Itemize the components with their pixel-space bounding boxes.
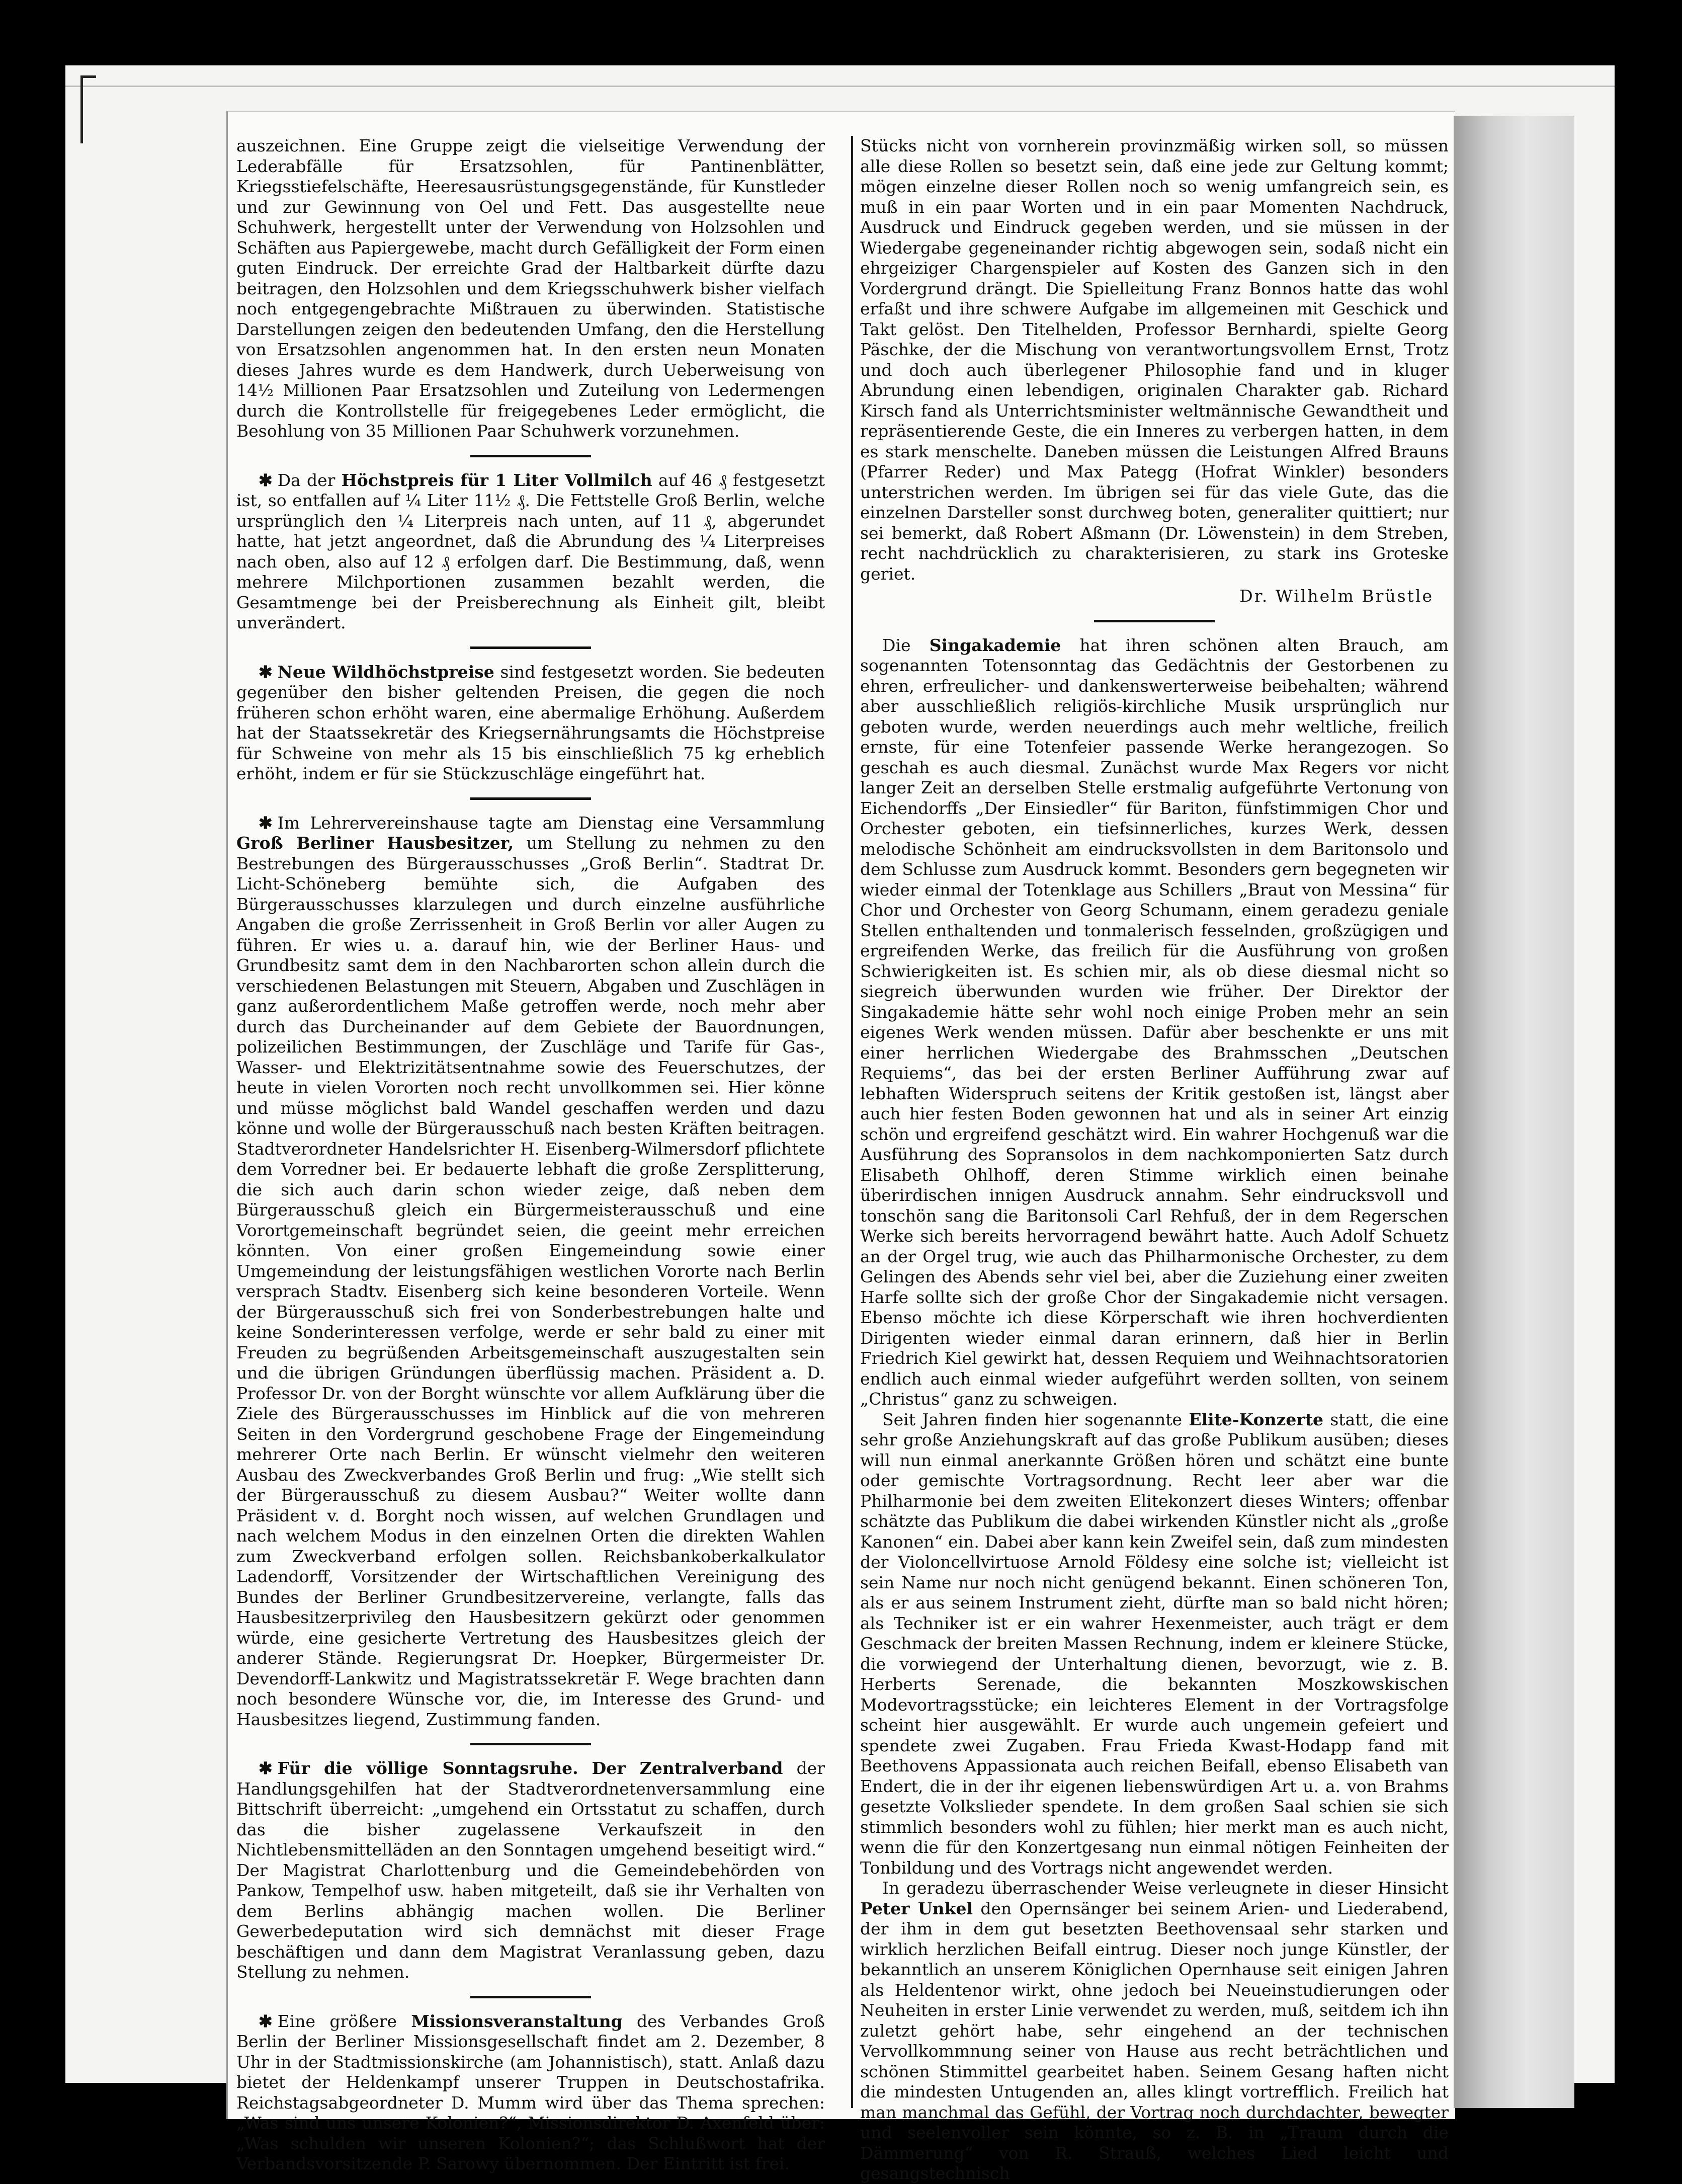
star-icon: ✱: [259, 1758, 273, 1778]
article-lead: Seit Jahren finden hier sogenannte: [882, 1409, 1183, 1429]
article-body: statt, die eine sehr große Anziehungskraft auf das große Publikum ausüben; dieses will nun einmal anerkannte Größen hören und schätzt eine bunte oder gemischte Vortragsordnung. Recht leer aber war die Philharmonie bei dem zweiten Elitekonzert dieses Winters; offenbar schätzte das Publikum die dabei wirkenden Künstler nicht als „große Kanonen“ ein. Dabei aber kann kein Zweifel sein, daß zum mindesten der Violoncellvirtuose Arnold Földesy eine solche ist; vielleicht ist sein Name nur noch nicht genügend bekannt. Einen schöneren Ton, als er aus seinem Instrument zieht, dürfte man so bald nicht hören; als Techniker ist er ein wahrer Hexenmeister, auch trägt er dem Geschmack der breiten Massen Rechnung, indem er kleinere Stücke, die vorwiegend der Unterhaltung dienen, bevorzugt, wie z. B. Herberts Serenade, die bekannten Moszkowskischen Modevortragsstücke; ein leichteres Element in der Vortragsfolge scheint hier ausgewählt. Er wurde auch ungemein gefeiert und spendete zwei Zugaben. Frau Frieda Kwast-Hodapp fand mit Beethovens Appassionata auch reichen Beifall, ebenso Elisabeth van Endert, die in der ihr eigenen liebenswürdigen Art u. a. von Brahms gesetzte Volkslieder spendete. In dem großen Saal schien sie sich stimmlich besonders wohl zu fühlen; hier merkt man es auch nicht, wenn die für den Konzertgesang nun einmal nötigen Feinheiten der Tonbildung und des Vortrags nicht angewendet werden.: [860, 1409, 1449, 1878]
article-lead: Im Lehrervereinshause tagte am Dienstag eine Versammlung: [277, 813, 825, 833]
paper-edge: [65, 65, 1615, 87]
article-hausbesitzer: [236, 813, 825, 1730]
article-theater-review: Stücks nicht von vornherein provinzmäßig wirken soll, so müssen alle diese Rollen so besetzt sein, daß eine jede zur Geltung kommt; mögen einzelne dieser Rollen noch so wenig umfangreich sein, es muß in ein paar Worten und in ein paar Momenten Nachdruck, Ausdruck und Eindruck gegeben werden, und sie müssen in der Wiedergabe gegeneinander richtig abgewogen sein, sodaß nicht ein ehrgeiziger Chargenspieler auf Kosten des Ganzen sich in den Vordergrund drängt. Die Spielleitung Franz Bonnos hatte das wohl erfaßt und ihre schwere Aufgabe im allgemeinen mit Geschick und Takt gelöst. Den Titelhelden, Professor Bernhardi, spielte Georg Päschke, der die Mischung von verantwortungsvollem Ernst, Trotz und doch auch überlegener Philosophie fand und in kluger Abrundung einen lebendigen, originalen Charakter gab. Richard Kirsch fand als Unterrichtsminister weltmännische Gewandtheit und repräsentierende Geste, die ein Inneres zu verbergen hatten, in dem es stark menschelte. Daneben müssen die Leistungen Alfred Brauns (Pfarrer Reder) und Max Pategg (Hofrat Winkler) besonders unterstrichen werden. Im übrigen sei für das viele Gute, das die einzelnen Darsteller sonst durchweg boten, generaliter quittiert; nur sei bemerkt, daß Robert Aßmann (Dr. Löwenstein) in dem Streben, recht nachdrücklich zu charakterisieren, zu stark ins Groteske geriet.: [860, 136, 1449, 584]
separator: [470, 1996, 591, 1998]
article-wildhoechstpreise: [236, 662, 825, 784]
article-keyword: Groß Berliner Hausbesitzer,: [236, 833, 514, 853]
column-rule: [851, 136, 853, 2108]
star-icon: ✱: [259, 470, 273, 490]
separator: [470, 455, 591, 457]
separator: [470, 1743, 591, 1745]
clipping-shadow: [1454, 116, 1574, 2108]
article-body: um Stellung zu nehmen zu den Bestrebungen des Bürgerausschusses „Groß Berlin“. Stadtrat Dr. Licht-Schöneberg bemühte sich, die Aufgaben des Bürgerausschusses klarzulegen und durch einzelne ausführliche Angaben die große Zerrissenheit in Groß Berlin vor aller Augen zu führen. Er wies u. a. darauf hin, wie der Berliner Haus- und Grundbesitz samt dem in den Nachbarorten schon allein durch die verschiedenen Belastungen mit Steuern, Abgaben und Zuschlägen in ganz außerordentlichem Maße getroffen werde, noch mehr aber durch das Durcheinander auf dem Gebiete der Bauordnungen, polizeilichen Bestimmungen, der Zuschläge und Tarife für Gas-, Wasser- und Elektrizitätsentnahme sowie des Feuerschutzes, der heute in vielen Vororten noch recht unvollkommen sei. Hier könne und müsse möglichst bald Wandel geschaffen werden und dazu könne und wolle der Bürgerausschuß nach besten Kräften beitragen. Stadtverordneter Handelsrichter H. Eisenberg-Wilmersdorf pflichtete dem Vorredner bei. Er bedauerte lebhaft die große Zersplitterung, die sich auch darin schon wieder zeige, daß neben dem Bürgerausschuß gleich ein Bürgermeisterausschuß und eine Vorortgemeinschaft begründet seien, die geeint mehr erreichen könnten. Von einer großen Eingemeindung sowie einer Umgemeindung der leistungsfähigen westlichen Vororte nach Berlin versprach Stadtv. Eisenberg sich keine besonderen Vorteile. Wenn der Bürgerausschuß sich frei von Sonderbestrebungen halte und keine Sonderinteressen verfolge, werde er sehr bald zu einer mit Freuden zu begrüßenden Arbeitsgemeinschaft auszugestalten sein und die übrigen Gründungen überflüssig machen. Präsident a. D. Professor Dr. von der Borght wünschte vor allem Aufklärung über die Ziele des Bürgerausschusses im Hinblick auf die von mehreren Seiten in den Vordergrund geschobene Frage der Eingemeindung mehrerer Orte nach Berlin. Er wünscht vielmehr den weiteren Ausbau des Zweckverbandes Groß Berlin und frug: „Wie stellt sich der Bürgerausschuß zu diesem Ausbau?“ Weiter wollte dann Präsident v. d. Borght noch wissen, auf welchen Grundlagen und nach welchem Modus in den einzelnen Orten die direkten Wahlen zum Zweckverband erfolgen sollen. Reichsbankoberkalkulator Ladendorff, Vorsitzender der Wirtschaftlichen Vereinigung des Bundes der Berliner Grundbesitzervereine, verlangte, falls das Hausbesitzerprivileg den Hausbesitzern gekürzt oder genommen würde, eine gesicherte Vertretung des Hausbesitzes gleich der anderer Stände. Regierungsrat Dr. Hoepker, Bürgermeister Dr. Devendorff-Lankwitz und Magistratssekretär F. Wege brachten dann noch besondere Wünsche vor, die, im Interesse des Grund- und Hausbesitzes liegend, Zustimmung fanden.: [236, 833, 825, 1729]
article-leder-exhibition: auszeichnen. Eine Gruppe zeigt die vielseitige Verwendung der Lederabfälle für Ersatzsohlen, für Pantinenblätter, Kriegsstiefelschäfte, Heeresausrüstungsgegenstände, für Kunstleder und zur Gewinnung von Oel und Fett. Das ausgestellte neue Schuhwerk, hergestellt unter der Verwendung von Holzsohlen und Schäften aus Papiergewebe, macht durch Gefälligkeit der Form einen guten Eindruck. Der erreichte Grad der Haltbarkeit dürfte dazu beitragen, den Holzsohlen und dem Kriegsschuhwerk bisher vielfach noch entgegengebrachte Mißtrauen zu überwinden. Statistische Darstellungen zeigen den bedeutenden Umfang, den die Herstellung von Ersatzsohlen angenommen hat. In den ersten neun Monaten dieses Jahres wurde es dem Handwerk, durch Ueberweisung von 14½ Millionen Paar Ersatzsohlen und Zuteilung von Ledermengen durch die Kontrollstelle für freigegebenes Leder ermöglicht, die Besohlung von 35 Millionen Paar Schuhwerk vorzunehmen.: [236, 136, 825, 441]
article-sonntagsruhe: [236, 1758, 825, 1983]
separator: [470, 797, 591, 800]
article-lead: Eine größere: [277, 2011, 397, 2031]
star-icon: ✱: [259, 2011, 273, 2031]
article-keyword: Singakademie: [929, 635, 1061, 655]
article-body: den Opernsänger bei seinem Arien- und Liederabend, der ihm in dem gut besetzten Beethovensaal sehr starken und wirklich herzlichen Beifall eintrug. Dieser noch junge Künstler, der bekanntlich an unserem Königlichen Opernhause seit einigen Jahren als Heldentenor wirkt, ohne jedoch bei Neueinstudierungen oder Neuheiten in erster Linie verwendet zu werden, muß, seitdem ich ihn zuletzt gehört habe, sehr eingehend an der technischen Vervollkommnung seiner von Hause aus recht beträchtlichen und schönen Stimmittel gearbeitet haben. Seinem Gesang haften nicht die mindesten Untugenden an, alles klingt vortrefflich. Freilich hat man manchmal das Gefühl, der Vortrag noch durchdachter, bewegter und seelenvoller sein könnte, so z. B. in „Traum durch die Dämmerung“ von R. Strauß, welches Lied leicht und gesangstechnisch: [860, 1898, 1449, 2183]
article-keyword: Neue Wildhöchstpreise: [277, 662, 494, 682]
article-keyword: Elite-Konzerte: [1189, 1409, 1323, 1429]
article-body: auf 46 ₰ festgesetzt ist, so entfallen auf ¼ Liter 11½ ₰. Die Fettstelle Groß Berlin, welche ursprünglich den ¼ Literpreis nach unten, auf 11 ₰, abgerundet hatte, hat jetzt angeordnet, daß die Abrundung des ¼ Literpreises nach oben, also auf 12 ₰ erfolgen darf. Die Bestimmung, daß, wenn mehrere Milchportionen zusammen bezahlt werden, die Gesamtmenge bei der Preisberechnung als Einheit gilt, bleibt unverändert.: [236, 470, 825, 632]
left-column: [236, 136, 825, 2174]
right-column: [860, 136, 1449, 2184]
article-keyword: Der Zentralverband: [592, 1758, 783, 1778]
corner-mark: [80, 75, 96, 143]
article-keyword: Für die völlige Sonntagsruhe.: [277, 1758, 578, 1778]
article-lead: Die: [882, 635, 911, 655]
article-singakademie: [860, 635, 1449, 1410]
article-elite-konzerte: [860, 1410, 1449, 1879]
article-body: sind festgesetzt worden. Sie bedeuten gegenüber den bisher geltenden Preisen, die gegen die noch früheren schon erhöht waren, eine abermalige Erhöhung. Außerdem hat der Staatssekretär des Kriegsernährungsamts die Höchstpreise für Schweine von mehr als 15 bis einschließlich 75 kg erheblich erhöht, indem er für sie Stückzuschläge eingeführt hat.: [236, 662, 825, 783]
author-signature: Dr. Wilhelm Brüstle: [1239, 586, 1434, 606]
article-keyword: Missionsveranstaltung: [411, 2011, 623, 2031]
separator: [1094, 620, 1215, 622]
article-mission: [236, 2011, 825, 2174]
article-keyword: Peter Unkel: [860, 1898, 973, 1918]
star-icon: ✱: [259, 813, 273, 833]
separator: [470, 646, 591, 649]
article-body: des Verbandes Groß Berlin der Berliner Missionsgesellschaft findet am 2. Dezember, 8 Uhr in der Stadtmissionskirche (am Johannistisch), statt. Anlaß dazu bietet der Heldenkampf unserer Truppen in Deutschostafrika. Reichstagsabgeordneter D. Mumm wird über das Thema sprechen: „Was sind uns unsere Kolonien?“, Missionsdirektor D. Axenfeld über: „Was schulden wir unseren Kolonien?“; das Schlußwort hat der Verbandsvorsitzende P. Sarowy übernommen. Der Eintritt ist frei.: [236, 2011, 825, 2173]
article-body: hat ihren schönen alten Brauch, am sogenannten Totensonntag das Gedächtnis der Gestorbenen zu ehren, erfreulicher- und dankenswerterweise beibehalten; während aber ausschließlich religiös-kirchliche Musik ursprünglich nur geboten wurde, werden neuerdings auch mehr weltliche, freilich ernste, für eine Totenfeier passende Werke herangezogen. So geschah es auch diesmal. Zunächst wurde Max Regers vor nicht langer Zeit an derselben Stelle erstmalig aufgeführte Vertonung von Eichendorffs „Der Einsiedler“ für Bariton, fünfstimmigen Chor und Orchester geboten, ein tiefsinnerliches, kurzes Werk, dessen melodische Schönheit am eindrucksvollsten in dem Baritonsolo und dem Schlusse zum Ausdruck kommt. Besonders gern begegneten wir wieder einmal der Totenklage aus Schillers „Braut von Messina“ für Chor und Orchester von Georg Schumann, einem geradezu geniale Stellen enthaltenden und tonmalerisch fesselnden, großzügigen und ergreifenden Werke, das freilich für die Ausführung von großen Schwierigkeiten ist. Es schien mir, als ob diese diesmal nicht so siegreich überwunden wurden wie früher. Der Direktor der Singakademie hätte sehr wohl noch einige Proben mehr an sein eigenes Werk wenden müssen. Dafür aber beschenkte er uns mit einer herrlichen Wiedergabe des Brahmsschen „Deutschen Requiems“, das bei der ersten Berliner Aufführung zwar auf lebhaften Widerspruch seitens der Kritik gestoßen ist, längst aber auch hier festen Boden gewonnen hat und als in seiner Art einzig schön und ergreifend geschätzt wird. Ein wahrer Hochgenuß war die Ausführung des Sopransolos in dem nachkomponierten Satz durch Elisabeth Ohlhoff, deren Stimme wirklich einen beinahe überirdischen innigen Ausdruck annahm. Sehr eindrucksvoll und tonschön sang die Baritonsoli Carl Rehfuß, der in dem Regerschen Werke sich bereits hervorragend bewährt hatte. Auch Adolf Schuetz an der Orgel trug, wie auch das Philharmonische Orchester, zu dem Gelingen des Abends sehr viel bei, aber die Zuziehung einer zweiten Harfe sollte sich der große Chor der Singakademie nicht versagen. Ebenso möchte ich diese Körperschaft wie ihren hochverdienten Dirigenten wieder einmal daran erinnern, daß hier in Berlin Friedrich Kiel gewirkt hat, dessen Requiem und Weihnachtsoratorien endlich auch einmal wieder aufgeführt werden sollten, von seinem „Christus“ ganz zu schweigen.: [860, 635, 1449, 1409]
article-lead: Da der: [277, 470, 335, 490]
article-lead: In geradezu überraschender Weise verleugnete in dieser Hinsicht: [882, 1878, 1449, 1898]
article-peter-unkel: [860, 1878, 1449, 2184]
article-body: der Handlungsgehilfen hat der Stadtverordnetenversammlung eine Bittschrift überreicht: „umgehend ein Ortsstatut zu schaffen, durch das die bisher zugelassene Verkaufszeit in den Nichtlebensmittelläden an den Sonntagen umgehend beseitigt wird.“ Der Magistrat Charlottenburg und die Gemeindebehörden von Pankow, Tempelhof usw. haben mitgeteilt, daß sie ihr Verhalten von dem Berlins abhängig machen wollen. Die Berliner Gewerbedeputation wird sich demnächst mit dieser Frage beschäftigen und dann dem Magistrat Veranlassung geben, dazu Stellung zu nehmen.: [236, 1758, 825, 1982]
article-keyword: Höchstpreis für 1 Liter Vollmilch: [341, 470, 652, 490]
article-vollmilch: [236, 470, 825, 633]
star-icon: ✱: [259, 662, 273, 682]
